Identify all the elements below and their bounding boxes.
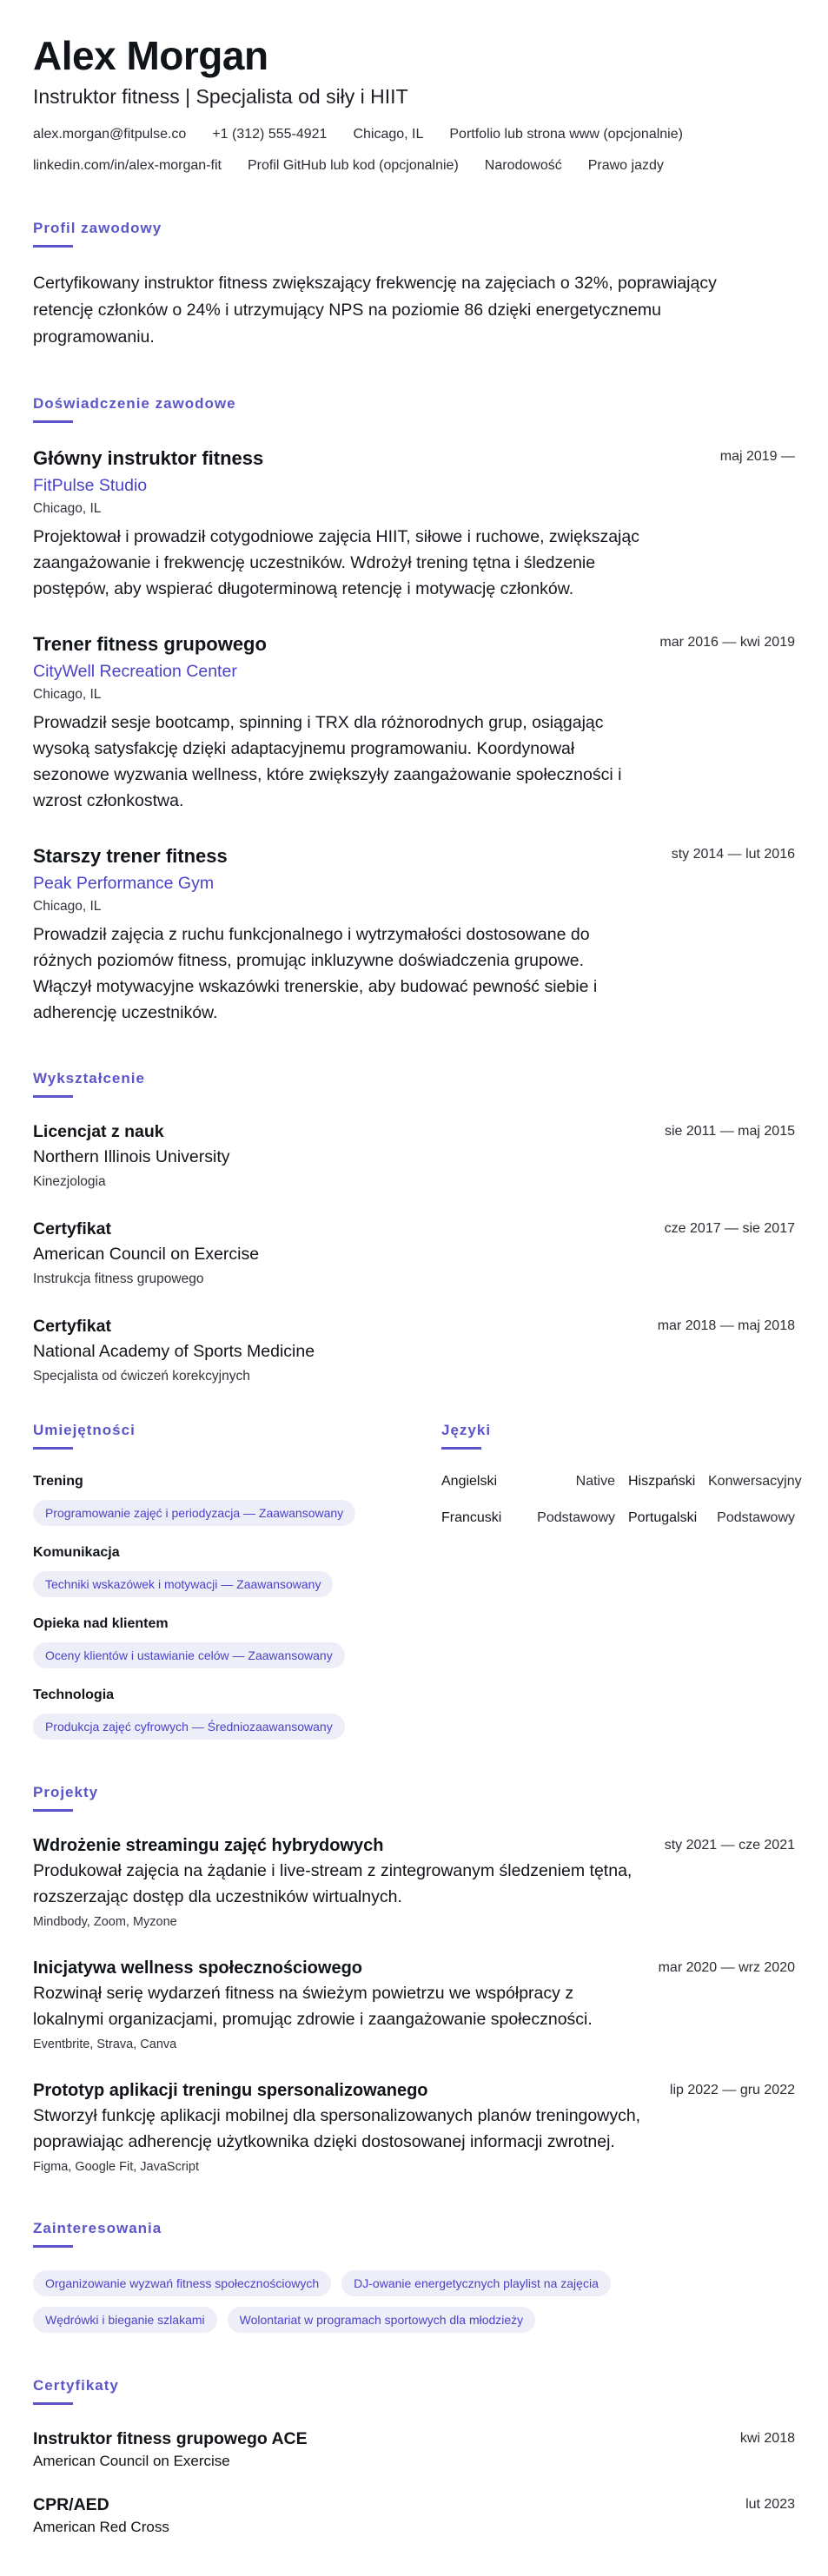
skills-section [33,1421,441,1740]
job-dates: maj 2019 — [719,449,795,464]
candidate-name: Alex Morgan [33,33,268,78]
certificate-entry [33,2427,795,2471]
section-divider [33,2402,73,2405]
project-entry [33,1957,795,2053]
section-title: Języki [441,1422,492,1438]
skill-category: Technologia [33,1688,115,1702]
languages-section [441,1421,802,1740]
section-divider [33,2245,73,2248]
project-tech: Eventbrite, Strava, Canva [33,2038,177,2051]
section-title: Profil zawodowy [33,220,162,236]
job-description: Prowadził zajęcia z ruchu funkcjonalnego i wytrzymałości dostosowane do różnych poziomów fitness, promując inkluzywne doświadczenia grupowe. Włączył motywacyjne wskazówki trenerskie, aby budować pewność siebie i adherencję uczestników. [33,925,598,1022]
language-level: Konwersacyjny [708,1474,802,1489]
skill-group [33,1543,441,1597]
education-dates: cze 2017 — sie 2017 [664,1221,795,1236]
skill-chip: Produkcja zajęć cyfrowych — Średniozaawansowany [33,1714,345,1740]
contact-portfolio[interactable]: Portfolio lub strona www (opcjonalnie) [449,127,683,142]
language-level: Podstawowy [717,1510,795,1525]
company-name: Peak Performance Gym [33,874,215,893]
language-level: Podstawowy [537,1510,615,1525]
experience-entry [33,446,795,602]
interests-section [33,2219,795,2333]
experience-entry [33,631,795,814]
school-name: American Council on Exercise [33,1245,260,1264]
contact-linkedin[interactable]: linkedin.com/in/alex-morgan-fit [33,158,222,173]
skill-chip: Oceny klientów i ustawianie celów — Zaawansowany [33,1642,345,1668]
project-dates: mar 2020 — wrz 2020 [658,1960,795,1975]
section-divider [33,1095,73,1098]
section-divider [33,1809,73,1812]
project-tech: Figma, Google Fit, JavaScript [33,2160,199,2174]
skill-category: Trening [33,1474,83,1489]
education-entry [33,1218,795,1289]
project-name: Inicjatywa wellness społecznościowego [33,1958,363,1978]
contact-row-2 [33,156,795,175]
summary-section [33,219,795,351]
project-entry [33,2079,795,2176]
certificate-entry [33,2493,795,2537]
degree: Certyfikat [33,1317,111,1336]
section-title: Wykształcenie [33,1070,145,1087]
job-title: Starszy trener fitness [33,845,228,867]
field-of-study: Kinezjologia [33,1174,106,1189]
section-title: Projekty [33,1784,99,1800]
language-name: Portugalski [628,1510,698,1525]
language-level: Native [575,1474,615,1489]
section-title: Doświadczenie zawodowe [33,395,236,412]
company-name: CityWell Recreation Center [33,662,237,681]
skill-chip: Techniki wskazówek i motywacji — Zaawansowany [33,1571,333,1597]
job-location: Chicago, IL [33,899,102,914]
section-divider [33,1447,73,1450]
degree: Certyfikat [33,1219,111,1238]
project-description: Rozwinął serię wydarzeń fitness na świeżym powietrzu we współpracy z lokalnymi organizacjami, promując zdrowie i zaangażowanie społeczności. [33,1984,593,2029]
job-dates: sty 2014 — lut 2016 [671,847,795,862]
project-tech: Mindbody, Zoom, Myzone [33,1915,177,1929]
job-title: Główny instruktor fitness [33,447,264,469]
section-title: Umiejętności [33,1422,136,1438]
project-entry [33,1834,795,1931]
job-dates: mar 2016 — kwi 2019 [659,635,795,650]
contact-github[interactable]: Profil GitHub lub kod (opcjonalnie) [247,158,459,173]
interests-list [33,2270,745,2333]
project-dates: sty 2021 — cze 2021 [664,1838,795,1853]
job-title: Trener fitness grupowego [33,633,267,655]
interest-chip: Wolontariat w programach sportowych dla młodzieży [228,2307,536,2333]
contact-row-1 [33,125,795,144]
field-of-study: Instrukcja fitness grupowego [33,1271,204,1286]
section-divider [33,420,73,423]
degree: Licencjat z nauk [33,1122,164,1141]
certificates-section [33,2376,795,2537]
project-dates: lip 2022 — gru 2022 [669,2083,795,2097]
skill-group [33,1615,441,1668]
skill-group [33,1472,441,1526]
job-location: Chicago, IL [33,687,102,702]
skill-category: Opieka nad klientem [33,1616,169,1631]
language-name: Angielski [441,1474,498,1489]
summary-text: Certyfikowany instruktor fitness zwiększający frekwencję na zajęciach o 32%, poprawiający retencję członków o 24% i utrzymujący NPS na poziomie 86 dzięki energetycznemu programowaniu. [33,274,717,347]
certificate-date: lut 2023 [745,2497,795,2512]
education-dates: mar 2018 — maj 2018 [657,1318,795,1333]
contact-driving-license: Prawo jazdy [587,158,664,173]
job-description: Projektował i prowadził cotygodniowe zajęcia HIIT, siłowe i ruchowe, zwiększając zaangażowanie i frekwencję uczestników. Wdrożył trening tętna i śledzenie postępów, aby wspierać długoterminową retencję i motywację członków. [33,527,639,598]
section-title: Certyfikaty [33,2377,119,2394]
certificate-name: Instruktor fitness grupowego ACE [33,2429,308,2448]
field-of-study: Specjalista od ćwiczeń korekcyjnych [33,1369,250,1384]
contact-location: Chicago, IL [353,127,424,142]
experience-section [33,394,795,1026]
section-title: Zainteresowania [33,2220,162,2236]
language-row [441,1509,795,1528]
school-name: Northern Illinois University [33,1147,230,1166]
certificate-date: kwi 2018 [739,2431,795,2446]
interest-chip: DJ-owanie energetycznych playlist na zajęcia [341,2270,611,2296]
company-name: FitPulse Studio [33,476,148,495]
skills-languages-row [33,1421,802,1740]
section-divider [33,245,73,248]
job-location: Chicago, IL [33,501,102,516]
skill-category: Komunikacja [33,1545,120,1560]
language-name: Francuski [441,1510,502,1525]
education-section [33,1069,795,1386]
job-description: Prowadził sesje bootcamp, spinning i TRX dla różnorodnych grup, osiągając wysoką satysfakcję dzięki adaptacyjnemu programowaniu. Koordynował sezonowe wyzwania wellness, które zwiększyły zaangażowanie społeczności i wzrost członkostwa. [33,713,622,810]
language-name: Hiszpański [628,1474,696,1489]
interest-chip: Wędrówki i bieganie szlakami [33,2307,217,2333]
project-name: Wdrożenie streamingu zajęć hybrydowych [33,1836,384,1855]
school-name: National Academy of Sports Medicine [33,1342,315,1361]
contact-phone[interactable]: +1 (312) 555-4921 [212,127,328,142]
headline: Instruktor fitness | Specjalista od siły i HIIT [33,85,408,108]
language-row [441,1472,802,1491]
header [33,33,795,175]
contact-nationality: Narodowość [484,158,562,173]
project-description: Produkował zajęcia na żądanie i live-stream z zintegrowanym śledzeniem tętna, rozszerzając dostęp dla uczestników wirtualnych. [33,1861,633,1906]
contact-email[interactable]: alex.morgan@fitpulse.co [33,127,187,142]
certificate-issuer: American Red Cross [33,2519,169,2535]
education-dates: sie 2011 — maj 2015 [664,1124,795,1139]
project-name: Prototyp aplikacji treningu spersonalizowanego [33,2081,428,2100]
experience-entry [33,843,795,1026]
education-entry [33,1315,795,1386]
education-entry [33,1120,795,1192]
section-divider [441,1447,481,1450]
project-description: Stworzył funkcję aplikacji mobilnej dla spersonalizowanych planów treningowych, poprawiając adherencję użytkownika dzięki dostosowanej informacji zwrotnej. [33,2106,641,2151]
projects-section [33,1783,795,2176]
interest-chip: Organizowanie wyzwań fitness społecznościowych [33,2270,331,2296]
skill-group [33,1686,441,1740]
certificate-issuer: American Council on Exercise [33,2453,230,2469]
certificate-name: CPR/AED [33,2495,109,2514]
skill-chip: Programowanie zajęć i periodyzacja — Zaawansowany [33,1500,355,1526]
